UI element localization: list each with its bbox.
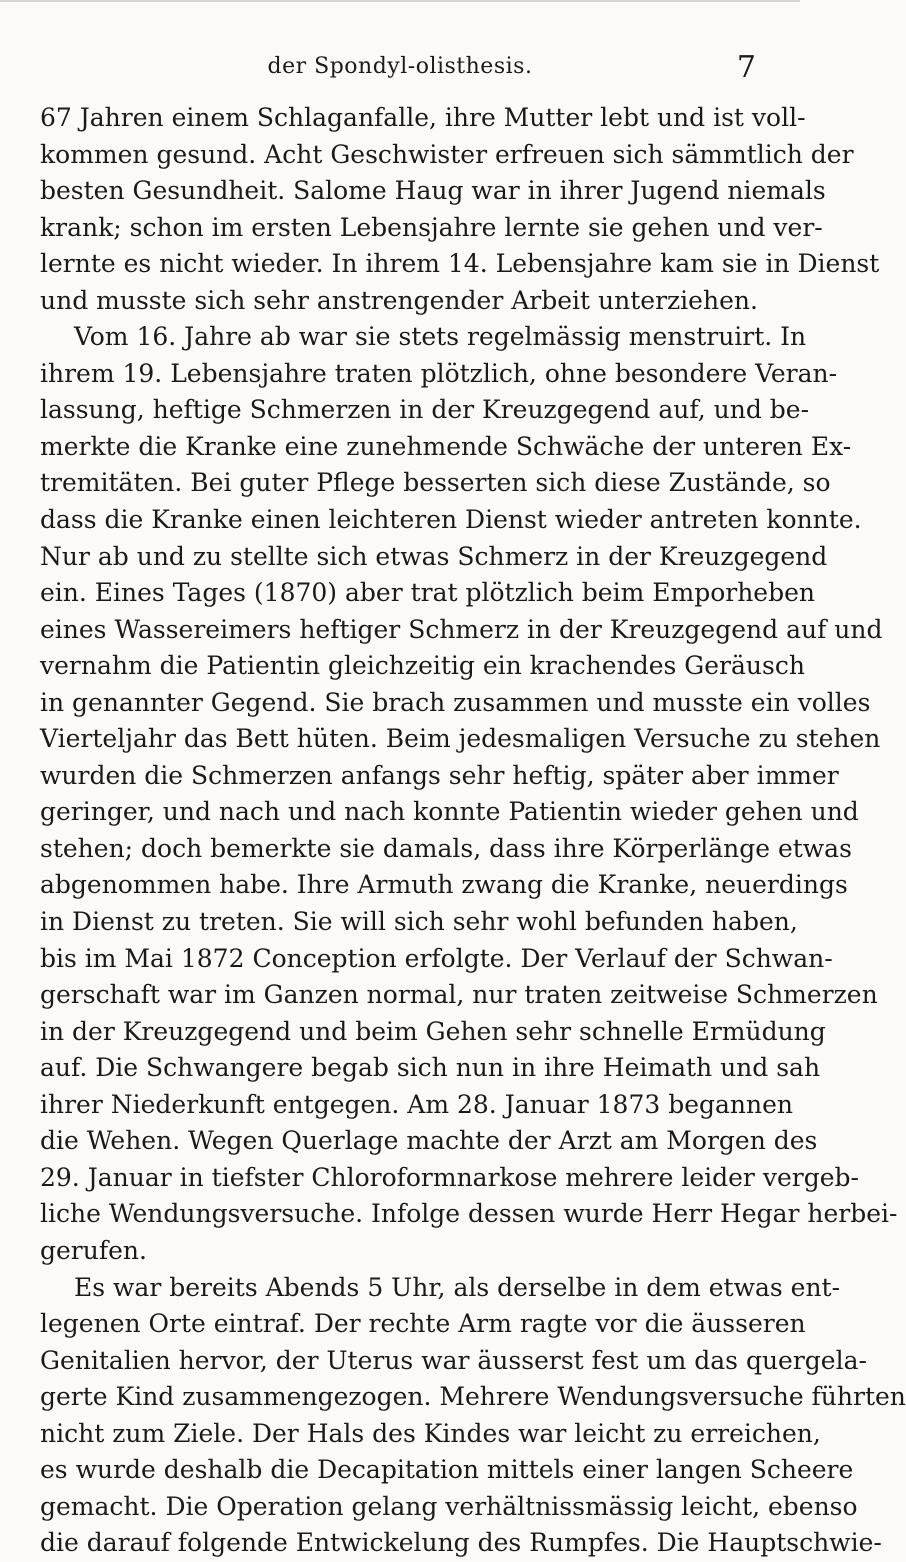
text-line: gemacht. Die Operation gelang verhältnissmässig leicht, ebenso [40,1491,858,1521]
text-line: tremitäten. Bei guter Pflege besserten sich diese Zustände, so [40,468,831,498]
text-line: legenen Orte eintraf. Der rechte Arm ragte vor die äusseren [40,1309,806,1339]
text-line: ihrem 19. Lebensjahre traten plötzlich, ohne besondere Veran- [40,358,838,388]
text-line: die Wehen. Wegen Querlage machte der Arzt am Morgen des [40,1126,818,1156]
text-line: merkte die Kranke eine zunehmende Schwäche der unteren Ex- [40,431,852,461]
paragraph-3 [40,1270,906,1562]
text-line: wurden die Schmerzen anfangs sehr heftig, später aber immer [40,760,839,790]
text-line: gerte Kind zusammengezogen. Mehrere Wendungsversuche führten [40,1382,906,1412]
text-line: Vierteljahr das Bett hüten. Beim jedesmaligen Versuche zu stehen [40,724,881,754]
page-edge-rule [0,0,800,2]
text-line: Es war bereits Abends 5 Uhr, als derselbe in dem etwas ent- [74,1272,841,1302]
text-line: bis im Mai 1872 Conception erfolgte. Der Verlauf der Schwan- [40,943,833,973]
text-line: eines Wassereimers heftiger Schmerz in der Kreuzgegend auf und [40,614,883,644]
text-line: in Dienst zu treten. Sie will sich sehr wohl befunden haben, [40,907,798,937]
text-line: ihrer Niederkunft entgegen. Am 28. Januar 1873 begannen [40,1089,794,1119]
text-line: lassung, heftige Schmerzen in der Kreuzgegend auf, und be- [40,395,810,425]
running-head [0,50,800,88]
text-line: auf. Die Schwangere begab sich nun in ihre Heimath und sah [40,1053,821,1083]
text-line: gerufen. [40,1235,147,1265]
text-line: besten Gesundheit. Salome Haug war in ihrer Jugend niemals [40,176,826,206]
text-line: vernahm die Patientin gleichzeitig ein krachendes Geräusch [40,651,805,681]
running-title: der Spondyl-olisthesis. [267,54,533,79]
text-line: nicht zum Ziele. Der Hals des Kindes war leicht zu erreichen, [40,1418,821,1448]
text-line: liche Wendungsversuche. Infolge dessen wurde Herr Hegar herbei- [40,1199,898,1229]
text-line: kommen gesund. Acht Geschwister erfreuen sich sämmtlich der [40,139,854,169]
text-line: es wurde deshalb die Decapitation mittels einer langen Scheere [40,1455,854,1485]
text-line: 67 Jahren einem Schlaganfalle, ihre Mutter lebt und ist voll- [40,103,806,132]
text-line: und musste sich sehr anstrengender Arbeit unterziehen. [40,285,758,315]
text-line: in genannter Gegend. Sie brach zusammen und musste ein volles [40,687,871,717]
text-line: Genitalien hervor, der Uterus war äusserst fest um das quergela- [40,1345,867,1375]
text-line: geringer, und nach und nach konnte Patientin wieder gehen und [40,797,859,827]
text-line: Vom 16. Jahre ab war sie stets regelmässig menstruirt. In [74,322,807,352]
text-line: stehen; doch bemerkte sie damals, dass ihre Körperlänge etwas [40,833,852,863]
paragraph-1 [40,100,880,319]
text-line: Nur ab und zu stellte sich etwas Schmerz in der Kreuzgegend [40,541,828,571]
text-line: ein. Eines Tages (1870) aber trat plötzlich beim Emporheben [40,578,815,608]
text-line: 29. Januar in tiefster Chloroformnarkose mehrere leider vergeb- [40,1162,859,1192]
text-line: gerschaft war im Ganzen normal, nur traten zeitweise Schmerzen [40,980,878,1010]
text-line: die darauf folgende Entwickelung des Rumpfes. Die Hauptschwie- [40,1528,882,1558]
text-line: abgenommen habe. Ihre Armuth zwang die Kranke, neuerdings [40,870,848,900]
text-line: krank; schon im ersten Lebensjahre lernte sie gehen und ver- [40,212,823,242]
text-line: lernte es nicht wieder. In ihrem 14. Lebensjahre kam sie in Dienst [40,249,880,279]
text-line: in der Kreuzgegend und beim Gehen sehr schnelle Ermüdung [40,1016,826,1046]
page-number: 7 [736,50,756,85]
body-text [40,100,906,1562]
paragraph-2 [40,319,898,1269]
text-line: dass die Kranke einen leichteren Dienst wieder antreten konnte. [40,505,862,535]
